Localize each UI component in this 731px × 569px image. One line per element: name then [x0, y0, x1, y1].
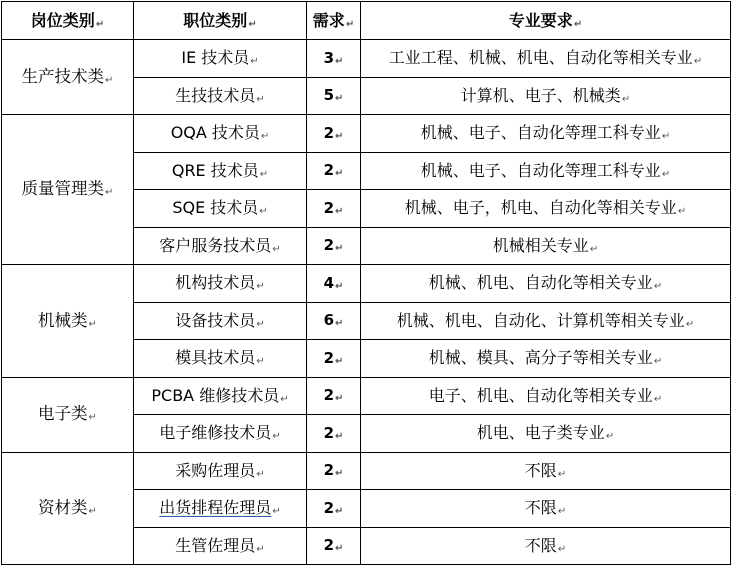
paragraph-mark-icon: ↵ — [335, 130, 344, 142]
position-cell: 生技技术员↵ — [134, 77, 307, 115]
paragraph-mark-icon: ↵ — [335, 243, 344, 255]
paragraph-mark-icon: ↵ — [335, 55, 344, 67]
paragraph-mark-icon: ↵ — [95, 18, 105, 30]
paragraph-mark-icon: ↵ — [661, 131, 671, 143]
paragraph-mark-icon: ↵ — [685, 318, 695, 330]
paragraph-mark-icon: ↵ — [335, 280, 344, 292]
paragraph-mark-icon: ↵ — [256, 281, 265, 293]
position-cell: SQE 技术员↵ — [134, 190, 307, 228]
position-cell: 设备技术员↵ — [134, 302, 307, 340]
position-cell: 机构技术员↵ — [134, 265, 307, 303]
paragraph-mark-icon: ↵ — [335, 355, 344, 367]
category-cell: 资材类↵ — [2, 452, 134, 565]
paragraph-mark-icon: ↵ — [335, 318, 344, 330]
paragraph-mark-icon: ↵ — [259, 168, 269, 180]
paragraph-mark-icon: ↵ — [557, 506, 567, 518]
count-cell: 2↵ — [307, 227, 361, 265]
requirement-cell: 机械、电子，机电、自动化等相关专业↵ — [361, 190, 731, 228]
paragraph-mark-icon: ↵ — [256, 356, 265, 368]
header-count: 需求↵ — [307, 2, 361, 40]
category-cell: 质量管理类↵ — [2, 115, 134, 265]
paragraph-mark-icon: ↵ — [88, 506, 97, 518]
count-cell: 6↵ — [307, 302, 361, 340]
count-cell: 2↵ — [307, 340, 361, 378]
paragraph-mark-icon: ↵ — [335, 543, 344, 555]
header-position: 职位类别↵ — [134, 2, 307, 40]
paragraph-mark-icon: ↵ — [280, 393, 289, 405]
paragraph-mark-icon: ↵ — [661, 168, 671, 180]
requirement-cell: 机械、电子、自动化等理工科专业↵ — [361, 152, 731, 190]
recruitment-table — [1, 1, 731, 565]
count-cell: 2↵ — [307, 452, 361, 490]
paragraph-mark-icon: ↵ — [557, 543, 567, 555]
paragraph-mark-icon: ↵ — [345, 18, 355, 30]
paragraph-mark-icon: ↵ — [256, 93, 265, 105]
count-cell: 2↵ — [307, 152, 361, 190]
requirement-cell: 机电、电子类专业↵ — [361, 415, 731, 453]
count-cell: 2↵ — [307, 415, 361, 453]
paragraph-mark-icon: ↵ — [105, 74, 114, 86]
paragraph-mark-icon: ↵ — [88, 412, 97, 424]
requirement-cell: 不限↵ — [361, 490, 731, 528]
paragraph-mark-icon: ↵ — [653, 281, 663, 293]
requirement-cell: 工业工程、机械、机电、自动化等相关专业↵ — [361, 40, 731, 78]
position-cell: 模具技术员↵ — [134, 340, 307, 378]
position-cell: 客户服务技术员↵ — [134, 227, 307, 265]
position-cell: QRE 技术员↵ — [134, 152, 307, 190]
paragraph-mark-icon: ↵ — [573, 18, 583, 30]
requirement-cell: 不限↵ — [361, 452, 731, 490]
paragraph-mark-icon: ↵ — [335, 168, 344, 180]
position-cell — [134, 490, 307, 528]
table-row — [2, 115, 731, 153]
position-cell: 生管佐理员↵ — [134, 527, 307, 565]
position-cell: PCBA 维修技术员↵ — [134, 377, 307, 415]
requirement-cell: 电子、机电、自动化等相关专业↵ — [361, 377, 731, 415]
paragraph-mark-icon: ↵ — [335, 505, 344, 517]
table-row — [2, 265, 731, 303]
requirement-cell: 机械、机电、自动化等相关专业↵ — [361, 265, 731, 303]
position-cell: 采购佐理员↵ — [134, 452, 307, 490]
paragraph-mark-icon: ↵ — [605, 431, 615, 443]
count-cell: 5↵ — [307, 77, 361, 115]
requirement-cell: 机械、模具、高分子等相关专业↵ — [361, 340, 731, 378]
paragraph-mark-icon: ↵ — [272, 431, 281, 443]
paragraph-mark-icon: ↵ — [88, 318, 97, 330]
position-text-underlined: 出货排程佐理员 — [159, 498, 272, 518]
paragraph-mark-icon: ↵ — [335, 93, 344, 105]
count-cell: 2↵ — [307, 190, 361, 228]
count-cell: 4↵ — [307, 265, 361, 303]
category-cell: 机械类↵ — [2, 265, 134, 378]
paragraph-mark-icon: ↵ — [589, 243, 599, 255]
count-cell: 2↵ — [307, 527, 361, 565]
table-body — [2, 40, 731, 565]
paragraph-mark-icon: ↵ — [653, 356, 663, 368]
paragraph-mark-icon: ↵ — [621, 93, 631, 105]
position-cell: OQA 技术员↵ — [134, 115, 307, 153]
paragraph-mark-icon: ↵ — [272, 506, 281, 518]
paragraph-mark-icon: ↵ — [260, 131, 270, 143]
paragraph-mark-icon: ↵ — [335, 205, 344, 217]
requirement-cell: 计算机、电子、机械类↵ — [361, 77, 731, 115]
position-cell: IE 技术员↵ — [134, 40, 307, 78]
paragraph-mark-icon: ↵ — [256, 318, 265, 330]
paragraph-mark-icon: ↵ — [693, 56, 703, 68]
position-cell: 电子维修技术员↵ — [134, 415, 307, 453]
table-row — [2, 377, 731, 415]
count-cell: 2↵ — [307, 115, 361, 153]
table-row — [2, 452, 731, 490]
category-cell: 生产技术类↵ — [2, 40, 134, 115]
category-cell: 电子类↵ — [2, 377, 134, 452]
table-header — [2, 2, 731, 40]
count-cell: 2↵ — [307, 490, 361, 528]
paragraph-mark-icon: ↵ — [335, 430, 344, 442]
paragraph-mark-icon: ↵ — [256, 543, 265, 555]
paragraph-mark-icon: ↵ — [557, 468, 567, 480]
table-row — [2, 40, 731, 78]
paragraph-mark-icon: ↵ — [653, 393, 663, 405]
paragraph-mark-icon: ↵ — [256, 468, 265, 480]
paragraph-mark-icon: ↵ — [105, 187, 114, 199]
requirement-cell: 机械、电子、自动化等理工科专业↵ — [361, 115, 731, 153]
requirement-cell: 机械、机电、自动化、计算机等相关专业↵ — [361, 302, 731, 340]
header-category: 岗位类别↵ — [2, 2, 134, 40]
paragraph-mark-icon: ↵ — [272, 243, 281, 255]
paragraph-mark-icon: ↵ — [250, 56, 259, 68]
count-cell: 3↵ — [307, 40, 361, 78]
paragraph-mark-icon: ↵ — [335, 393, 344, 405]
header-row — [2, 2, 731, 40]
requirement-cell: 机械相关专业↵ — [361, 227, 731, 265]
paragraph-mark-icon: ↵ — [677, 206, 687, 218]
paragraph-mark-icon: ↵ — [335, 468, 344, 480]
count-cell: 2↵ — [307, 377, 361, 415]
header-requirement: 专业要求↵ — [361, 2, 731, 40]
requirement-cell: 不限↵ — [361, 527, 731, 565]
paragraph-mark-icon: ↵ — [248, 18, 257, 30]
paragraph-mark-icon: ↵ — [259, 206, 268, 218]
